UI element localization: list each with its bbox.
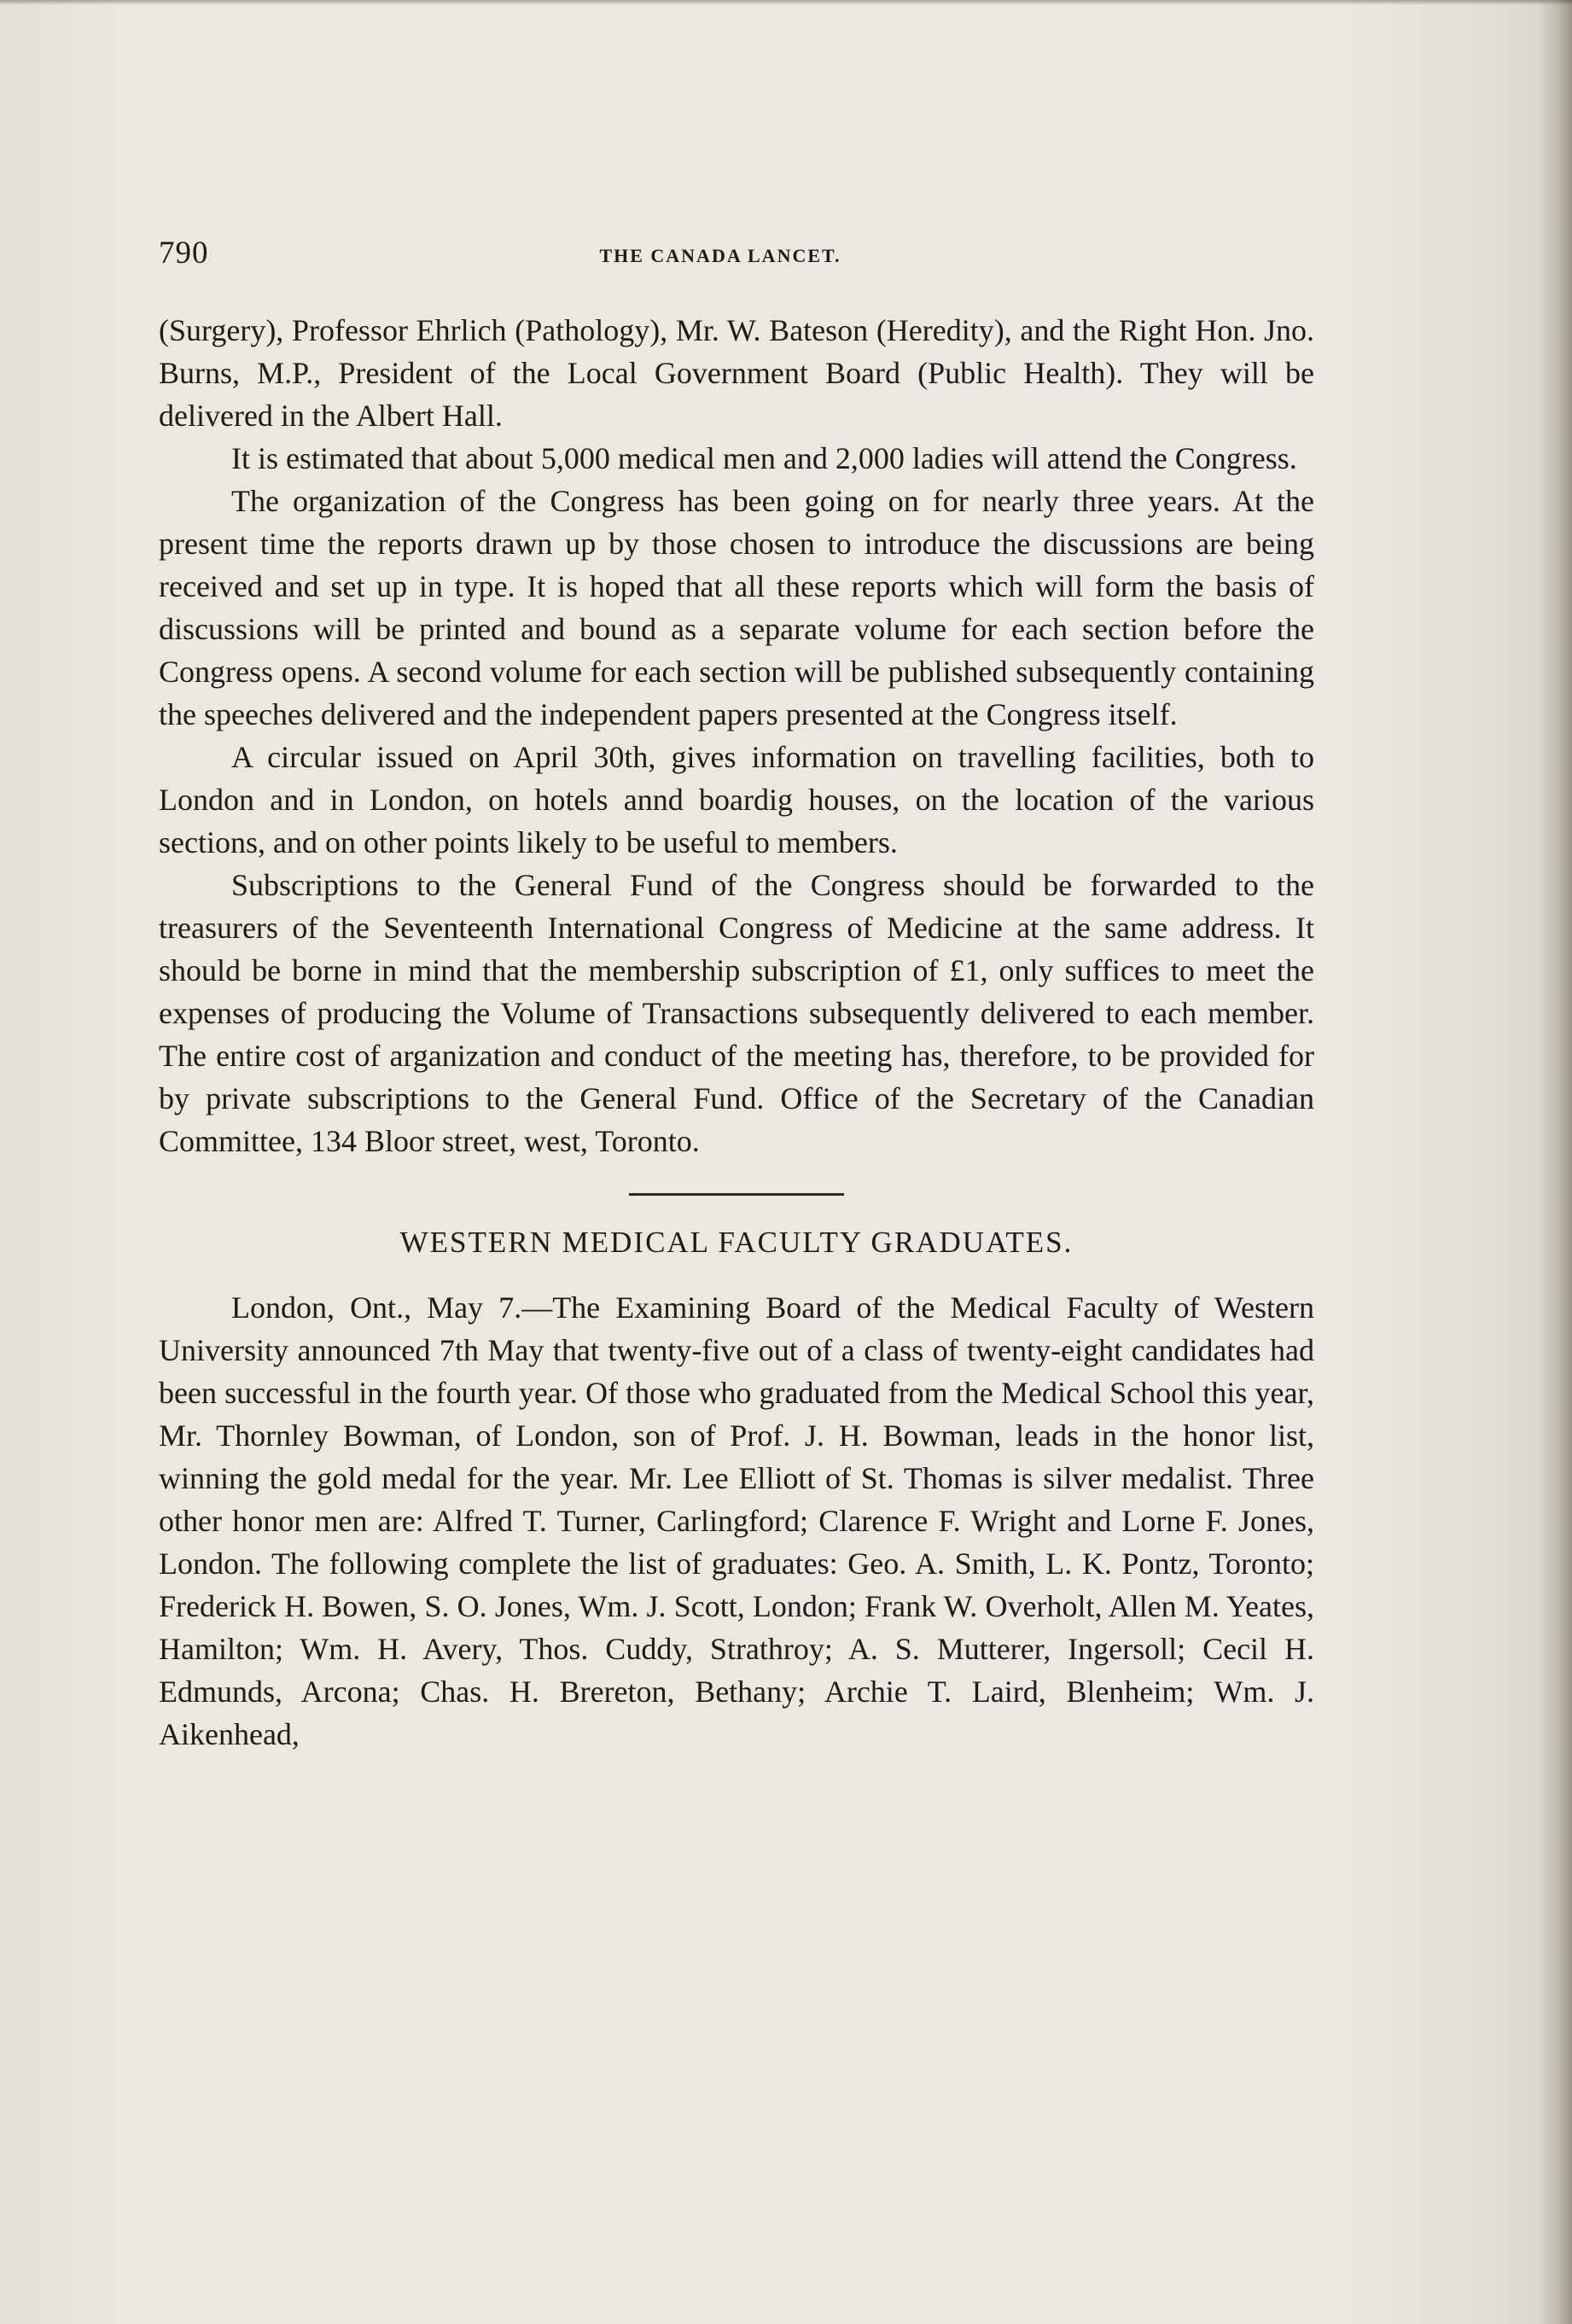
paragraph-continued: (Surgery), Professor Ehrlich (Pathology), Mr. W. Bateson (Heredity), and the Right Hon. Jno. Burns, M.P., President of the Local Government Board (Public Health). They will be delivered in the Albert Hall. bbox=[159, 313, 1314, 433]
page-number: 790 bbox=[159, 236, 209, 271]
page-header bbox=[159, 235, 1314, 277]
paragraph-attendance: It is estimated that about 5,000 medical men and 2,000 ladies will attend the Congress. bbox=[231, 441, 1297, 475]
paragraph-subscriptions: Subscriptions to the General Fund of the Congress should be forwarded to the treasurers of the Seventeenth International Congress of Medicine at the same address. It should be borne in mind that the membership subscription of £1, only suffices to meet the expenses of producing the Volume of Transactions subsequently delivered to each member. The entire cost of arganization and conduct of the meeting has, therefore, to be provided for by private subscriptions to the General Fund. Office of the Secretary of the Canadian Committee, 134 Bloor street, west, Toronto. bbox=[159, 868, 1314, 1158]
page-top-edge bbox=[0, 0, 1572, 5]
page-body bbox=[159, 309, 1314, 1756]
section-divider bbox=[629, 1193, 844, 1196]
running-head: THE CANADA LANCET. bbox=[599, 245, 841, 266]
page-right-edge bbox=[1538, 0, 1572, 2324]
paragraph-circular: A circular issued on April 30th, gives information on travelling facilities, both to London and in London, on hotels annd boardig houses, on the location of the various sections, and on other points likely to be useful to members. bbox=[159, 740, 1314, 859]
paragraph-organization: The organization of the Congress has been going on for nearly three years. At the present time the reports drawn up by those chosen to introduce the discussions are being received and set up in type. It is hoped that all these reports which will form the basis of discussions will be printed and bound as a separate volume for each section before the Congress opens. A second volume for each section will be published subsequently containing the speeches delivered and the independent papers presented at the Congress itself. bbox=[159, 484, 1314, 731]
paragraph-graduates: London, Ont., May 7.—The Examining Board of the Medical Faculty of Western University announced 7th May that twenty-five out of a class of twenty-eight candidates had been successful in the fourth year. Of those who graduated from the Medical School this year, Mr. Thornley Bowman, of London, son of Prof. J. H. Bowman, leads in the honor list, winning the gold medal for the year. Mr. Lee Elliott of St. Thomas is silver medalist. Three other honor men are: Alfred T. Turner, Carlingford; Clarence F. Wright and Lorne F. Jones, London. The following complete the list of graduates: Geo. A. Smith, L. K. Pontz, Toronto; Frederick H. Bowen, S. O. Jones, Wm. J. Scott, London; Frank W. Overholt, Allen M. Yeates, Hamilton; Wm. H. Avery, Thos. Cuddy, Strathroy; A. S. Mutterer, Ingersoll; Cecil H. Edmunds, Arcona; Chas. H. Brereton, Bethany; Archie T. Laird, Blenheim; Wm. J. Aikenhead, bbox=[159, 1290, 1314, 1751]
section-title: WESTERN MEDICAL FACULTY GRADUATES. bbox=[399, 1226, 1074, 1259]
